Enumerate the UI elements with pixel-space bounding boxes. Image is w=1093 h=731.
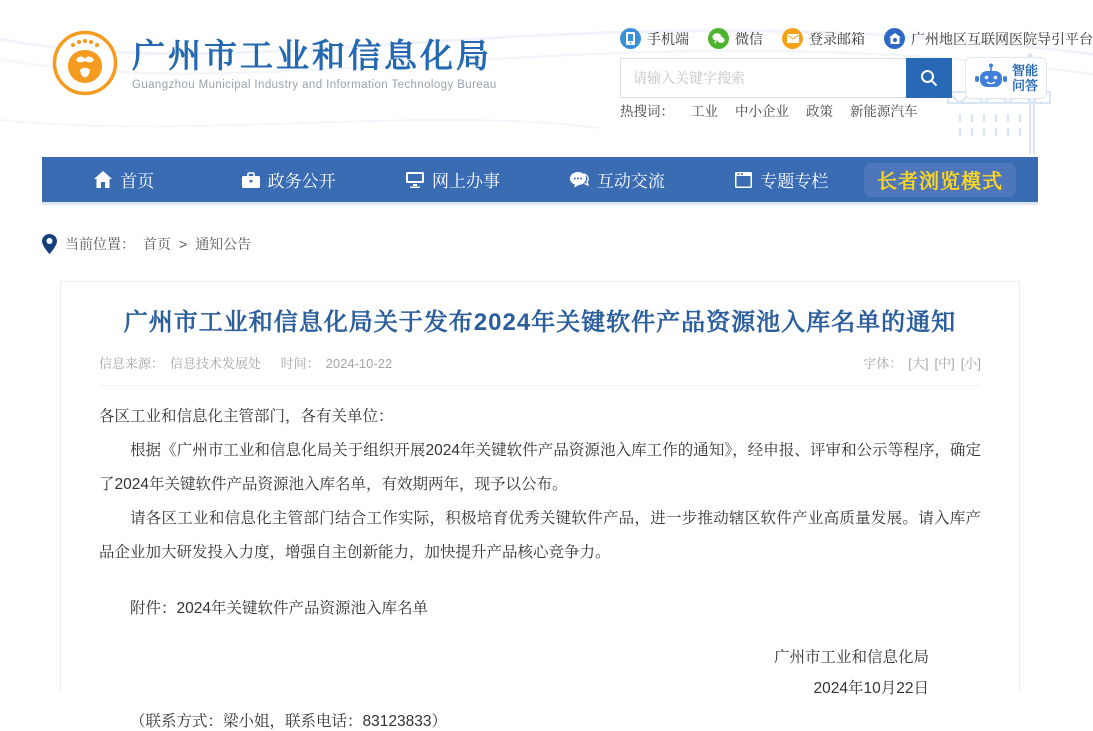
- signature-date: 2024年10月22日: [813, 680, 929, 697]
- bureau-logo[interactable]: [52, 30, 497, 96]
- search-button[interactable]: [906, 58, 952, 98]
- salutation-paragraph: 各区工业和信息化主管部门，各有关单位：: [99, 408, 394, 425]
- breadcrumb: [42, 234, 251, 254]
- search-input[interactable]: [620, 58, 906, 98]
- bureau-logo-text: [132, 36, 497, 91]
- article-container: [60, 281, 1020, 730]
- source-label: 信息来源：: [99, 356, 165, 371]
- breadcrumb-current[interactable]: 通知公告: [195, 236, 252, 252]
- smart-qa-label: 智能 问答: [1011, 63, 1038, 93]
- search-icon: [919, 68, 939, 88]
- nav-gov-info-label: 政务公开: [267, 172, 336, 191]
- article-title: 广州市工业和信息化局关于发布2024年关键软件产品资源池入库名单的通知: [123, 309, 957, 336]
- hot-term-nev[interactable]: 新能源汽车: [850, 104, 918, 119]
- nav-special-topics-label: 专题专栏: [760, 172, 829, 191]
- contact-line: （联系方式：梁小姐，联系电话：83123833）: [130, 713, 447, 730]
- mobile-site-label: 手机端: [647, 30, 689, 47]
- nav-interaction-label: 互动交流: [596, 172, 665, 191]
- signature-org: 广州市工业和信息化局: [773, 649, 929, 666]
- article-meta: [99, 353, 981, 386]
- chat-icon: [570, 172, 589, 188]
- font-small-button[interactable]: [小]: [960, 356, 981, 371]
- source-value: 信息技术发展处: [170, 356, 262, 371]
- article-body: [99, 400, 981, 570]
- body-paragraph-1: 根据《广州市工业和信息化局关于组织开展2024年关键软件产品资源池入库工作的通知》，经申报、评审和公示等程序，确定了2024年关键软件产品资源池入库名单，有效期两年，现予以公布。: [99, 442, 981, 493]
- quick-links: [620, 28, 1093, 49]
- wechat-link[interactable]: [708, 28, 763, 49]
- robot-icon: [974, 63, 1008, 93]
- hospital-platform-link[interactable]: [884, 28, 1093, 49]
- font-size-controls: [863, 353, 981, 372]
- hospital-platform-label: 广州地区互联网医院导引平台: [911, 30, 1093, 47]
- bureau-name: 广州市工业和信息化局: [132, 36, 492, 74]
- time-value: 2024-10-22: [325, 356, 393, 371]
- mail-login-label: 登录邮箱: [809, 30, 865, 47]
- mail-login-link[interactable]: [782, 28, 865, 49]
- mobile-icon: [620, 28, 641, 49]
- wechat-icon: [708, 28, 729, 49]
- time-label: 时间：: [280, 356, 320, 371]
- mobile-site-link[interactable]: [620, 28, 689, 49]
- location-pin-icon: [42, 234, 57, 254]
- nav-online-services-label: 网上办事: [432, 172, 501, 191]
- smart-qa-button[interactable]: [965, 57, 1047, 99]
- signature-block: [99, 642, 981, 704]
- hot-search-label: 热搜词：: [620, 104, 674, 119]
- mail-icon: [782, 28, 803, 49]
- hot-term-policy[interactable]: 政策: [806, 104, 833, 119]
- nav-item-interaction[interactable]: [535, 157, 699, 202]
- nav-item-online-services[interactable]: [371, 157, 535, 202]
- hot-term-industry[interactable]: 工业: [691, 104, 718, 119]
- bureau-emblem-icon: [52, 30, 118, 96]
- main-nav: [42, 157, 1038, 202]
- hot-term-sme[interactable]: 中小企业: [735, 104, 789, 119]
- nav-items: [42, 157, 864, 202]
- site-header: [0, 0, 1093, 157]
- grid-icon: [735, 172, 752, 188]
- elder-mode-button[interactable]: 长者浏览模式: [864, 163, 1016, 197]
- nav-home-label: 首页: [120, 172, 155, 191]
- breadcrumb-label: 当前位置：: [65, 236, 135, 252]
- article-meta-left: [99, 353, 398, 372]
- attachment-link[interactable]: 附件：2024年关键软件产品资源池入库名单: [130, 600, 428, 617]
- search-bar: [620, 57, 1047, 99]
- nav-item-home[interactable]: [42, 157, 206, 202]
- body-paragraph-2: 请各区工业和信息化主管部门结合工作实际，积极培育优秀关键软件产品，进一步推动辖区软件产业高质量发展。请入库产品企业加大研发投入力度，增强自主创新能力，加快提升产品核心竞争力。: [99, 510, 981, 561]
- breadcrumb-separator: >: [179, 236, 188, 252]
- monitor-icon: [406, 172, 424, 188]
- hot-search-row: [620, 100, 918, 120]
- font-medium-button[interactable]: [中]: [934, 356, 955, 371]
- font-size-label: 字体：: [863, 356, 903, 371]
- font-large-button[interactable]: [大]: [908, 356, 929, 371]
- home-icon: [94, 171, 112, 188]
- breadcrumb-home[interactable]: 首页: [143, 236, 171, 252]
- wechat-label: 微信: [735, 30, 763, 47]
- briefcase-icon: [242, 172, 260, 188]
- hospital-icon: [884, 28, 905, 49]
- nav-item-gov-info[interactable]: [206, 157, 370, 202]
- nav-item-special-topics[interactable]: [700, 157, 864, 202]
- bureau-name-english: Guangzhou Municipal Industry and Information Technology Bureau: [132, 78, 497, 91]
